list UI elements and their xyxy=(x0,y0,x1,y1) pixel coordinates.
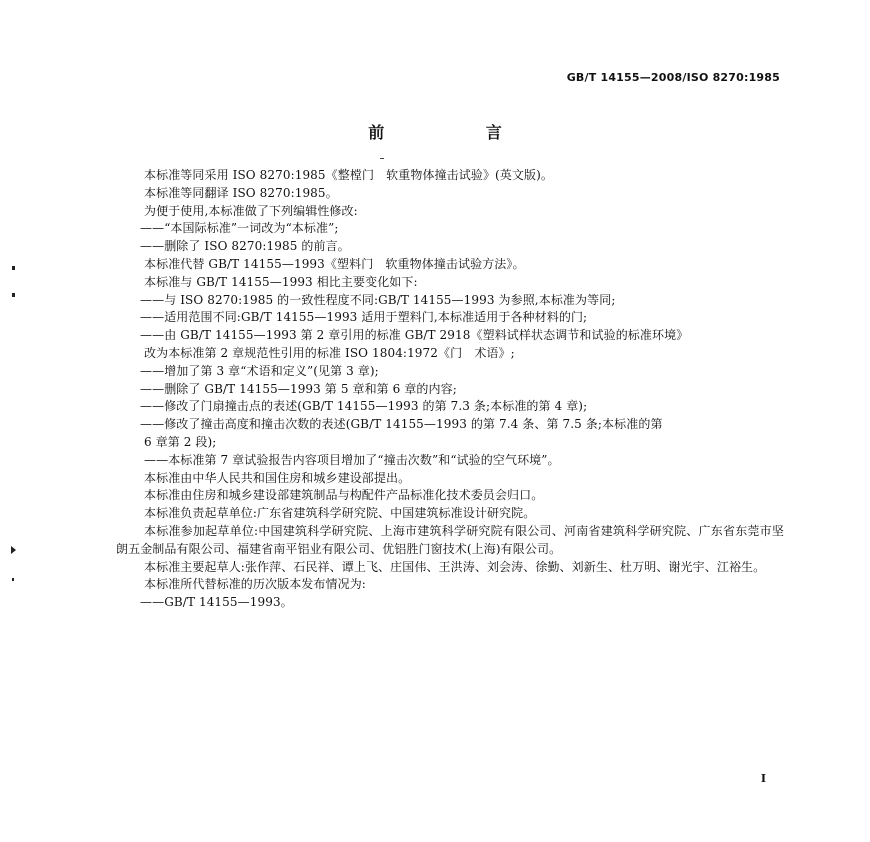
paragraph: 本标准等同翻译 ISO 8270:1985。 xyxy=(144,185,338,200)
standard-code: GB/T 14155—2008/ISO 8270:1985 xyxy=(566,71,780,84)
paragraph: 本标准由中华人民共和国住房和城乡建设部提出。 xyxy=(144,470,411,485)
paragraph: 本标准负责起草单位:广东省建筑科学研究院、中国建筑标准设计研究院。 xyxy=(144,506,536,521)
scan-speck xyxy=(12,578,14,581)
paragraph: 本标准由住房和城乡建设部建筑制品与构配件产品标准化技术委员会归口。 xyxy=(144,488,544,503)
separator-mark xyxy=(380,158,384,159)
preface-body xyxy=(116,167,784,612)
paragraph: 本标准主要起草人:张作萍、石民祥、谭上飞、庄国伟、王洪涛、刘会涛、徐勤、刘新生、杜万明、谢光宇、江裕生。 xyxy=(144,559,766,574)
paragraph: 本标准与 GB/T 14155—1993 相比主要变化如下: xyxy=(144,274,418,289)
paragraph: ——“本国际标准”一词改为“本标准”; xyxy=(140,221,339,236)
binding-mark xyxy=(11,546,16,554)
paragraph: 改为本标准第 2 章规范性引用的标准 ISO 1804:1972《门 术语》; xyxy=(144,345,515,360)
paragraph: ——修改了门扇撞击点的表述(GB/T 14155—1993 的第 7.3 条;本标准的第 4 章); xyxy=(140,399,588,414)
paragraph: ——适用范围不同:GB/T 14155—1993 适用于塑料门,本标准适用于各种材料的门; xyxy=(140,310,588,325)
paragraph: ——删除了 GB/T 14155—1993 第 5 章和第 6 章的内容; xyxy=(140,381,457,396)
paragraph: 6 章第 2 段); xyxy=(144,434,217,449)
paragraph: 本标准所代替标准的历次版本发布情况为: xyxy=(144,577,366,592)
paragraph: 本标准等同采用 ISO 8270:1985《整樘门 软重物体撞击试验》(英文版)。 xyxy=(144,168,554,182)
paragraph: 为便于使用,本标准做了下列编辑性修改: xyxy=(144,203,358,218)
paragraph: ——由 GB/T 14155—1993 第 2 章引用的标准 GB/T 2918《塑料试样状态调节和试验的标准环境》 xyxy=(140,328,689,343)
paragraph: ——增加了第 3 章“术语和定义”(见第 3 章); xyxy=(140,363,379,378)
scan-speck xyxy=(12,266,15,270)
scan-speck xyxy=(12,293,15,297)
page-title: 前 言 xyxy=(368,123,550,142)
page-number: I xyxy=(760,772,766,785)
paragraph: 本标准代替 GB/T 14155—1993《塑料门 软重物体撞击试验方法》。 xyxy=(144,256,525,271)
paragraph: ——与 ISO 8270:1985 的一致性程度不同:GB/T 14155—1993 为参照,本标准为等同; xyxy=(140,292,616,307)
paragraph: ——本标准第 7 章试验报告内容项目增加了“撞击次数”和“试验的空气环境”。 xyxy=(144,452,560,467)
paragraph: 本标准参加起草单位:中国建筑科学研究院、上海市建筑科学研究院有限公司、河南省建筑科学研究院、广东省东莞市坚朗五金制品有限公司、福建省南平铝业有限公司、优铝胜门窗技术(上海)有限公司。 xyxy=(116,523,784,556)
paragraph: ——删除了 ISO 8270:1985 的前言。 xyxy=(140,239,350,254)
paragraph: ——GB/T 14155—1993。 xyxy=(140,595,293,610)
paragraph: ——修改了撞击高度和撞击次数的表述(GB/T 14155—1993 的第 7.4 条、第 7.5 条;本标准的第 xyxy=(140,417,663,432)
